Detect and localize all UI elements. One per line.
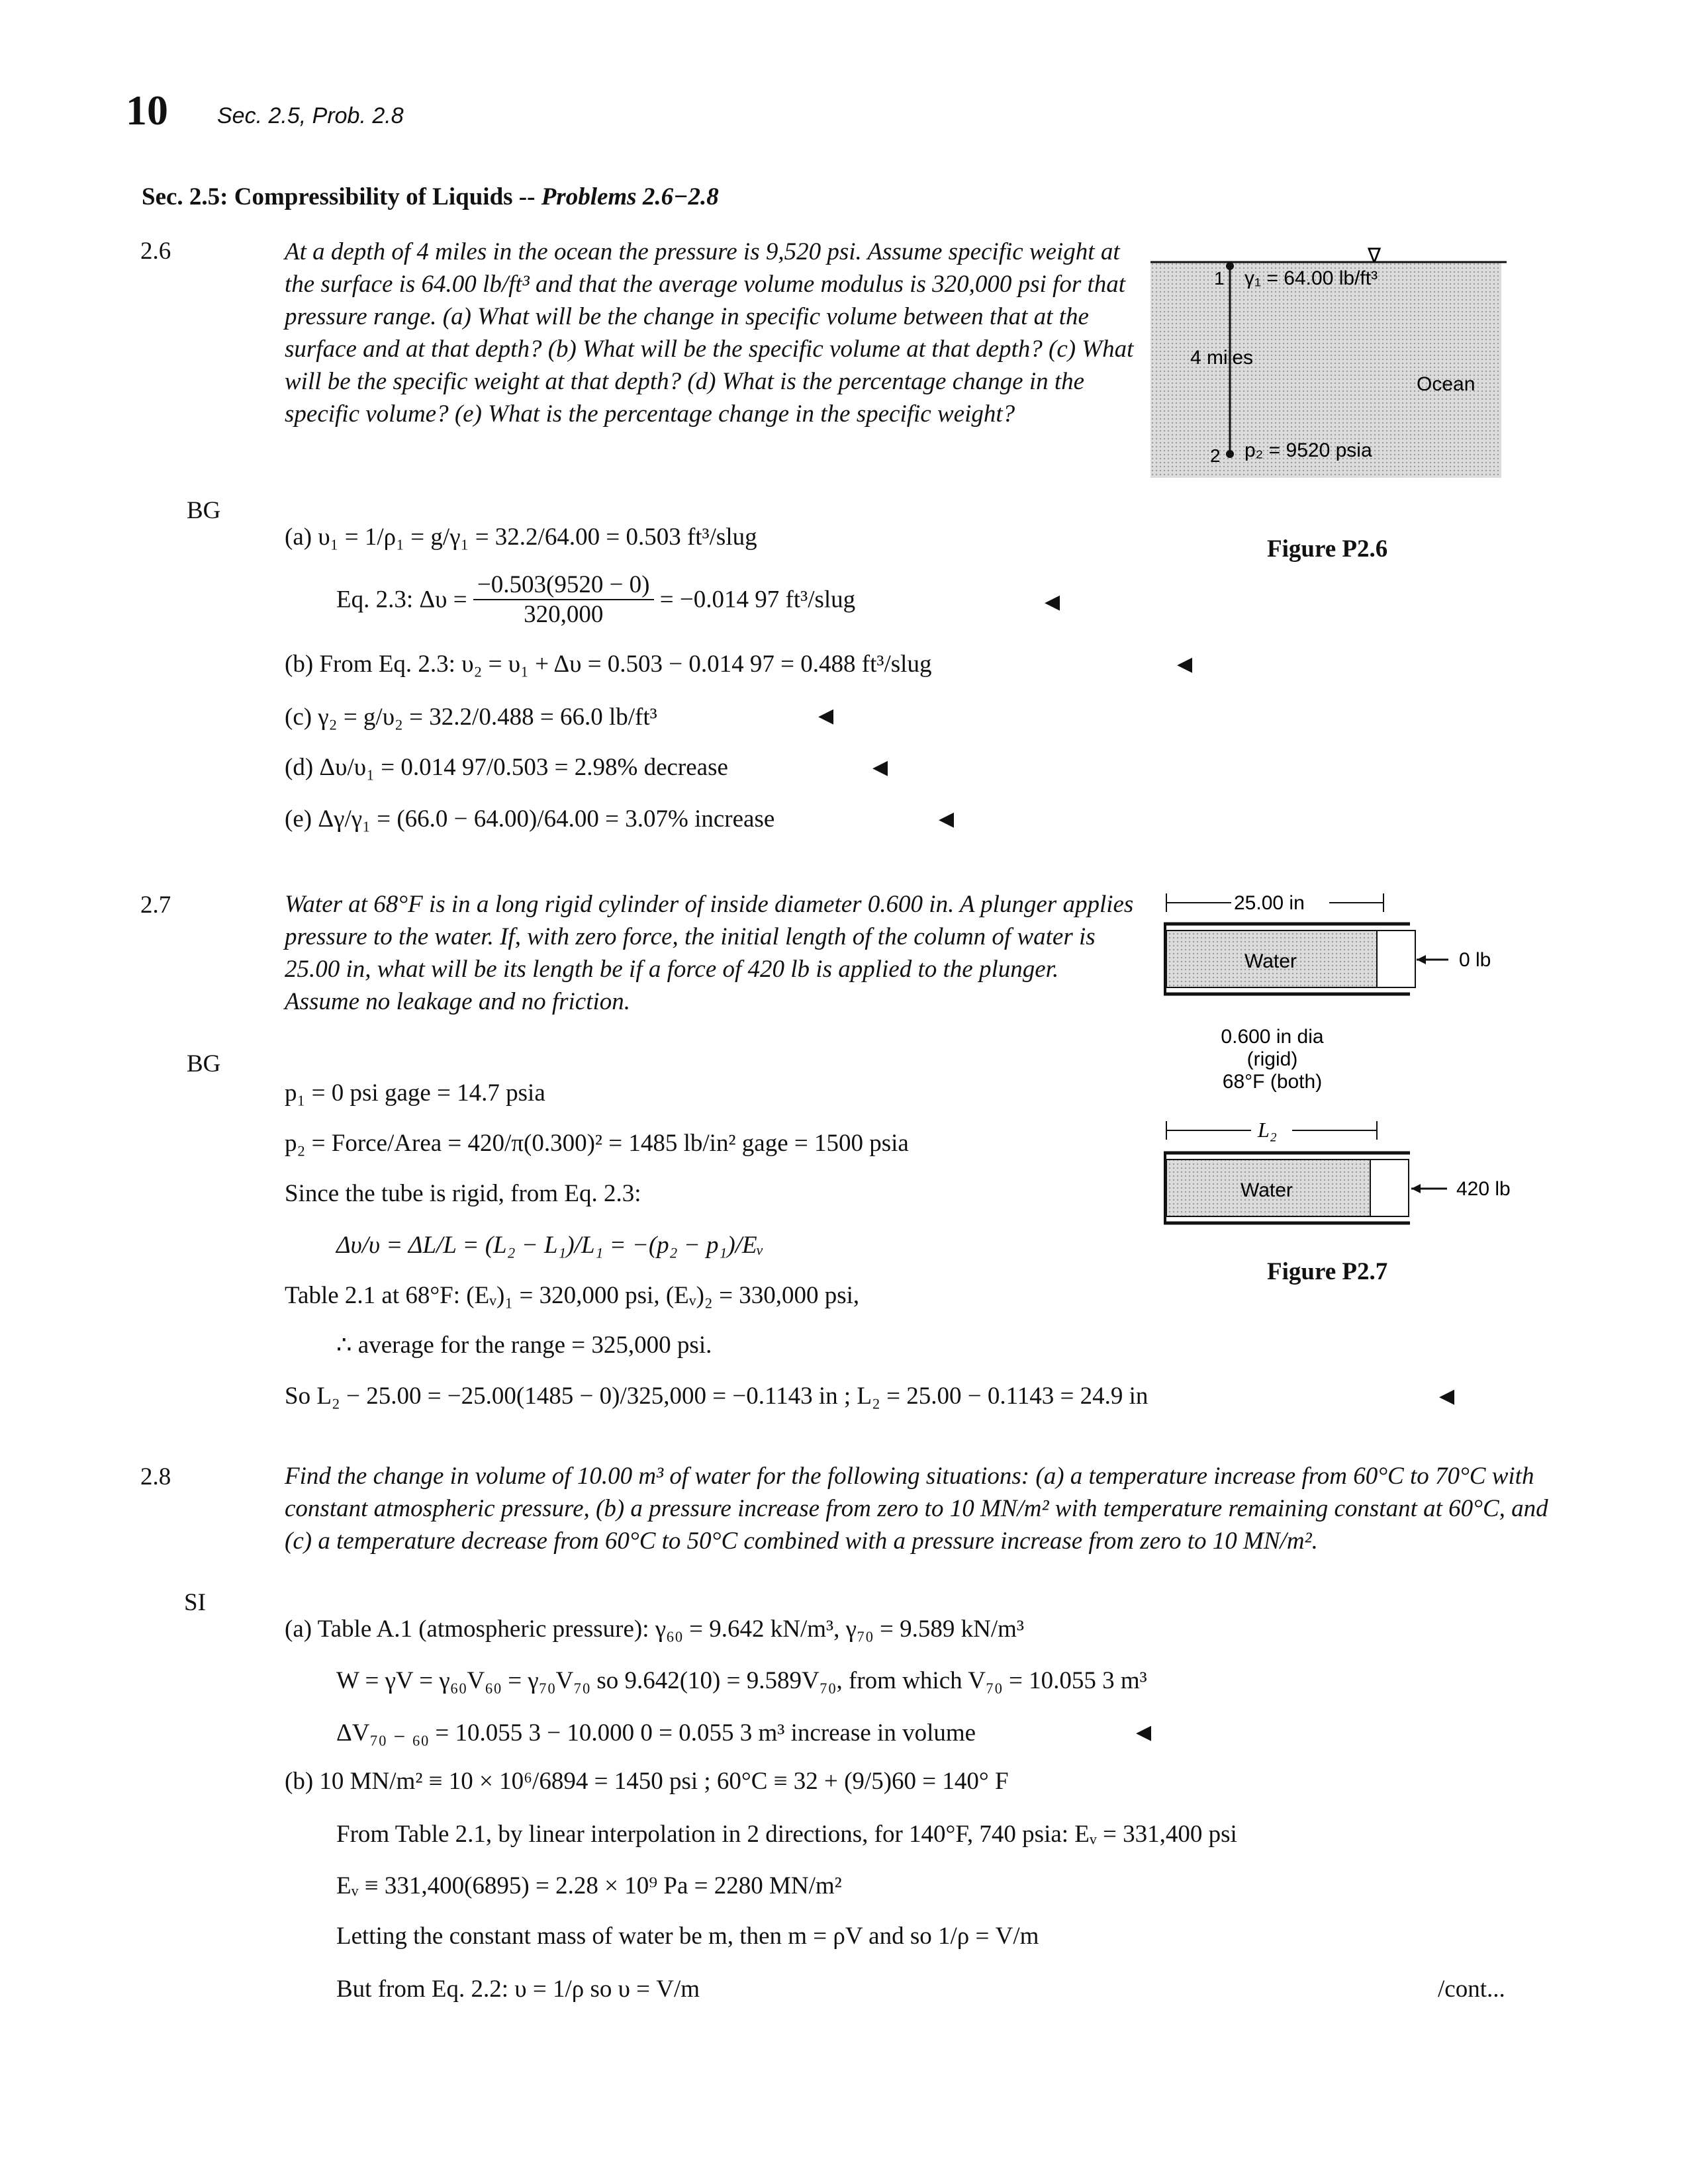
- solution-line: ΔV₇₀ ₋ ₆₀ = 10.055 3 − 10.000 0 = 0.055 3 m³ increase in volume: [336, 1719, 976, 1747]
- plunger: [1370, 1160, 1409, 1216]
- answer-marker: ◀: [872, 756, 888, 778]
- solution-line: (a) υ₁ = 1/ρ₁ = g/γ₁ = 32.2/64.00 = 0.503 ft³/slug: [285, 523, 757, 551]
- ocean-figure: [1150, 238, 1508, 503]
- ocean-label: Ocean: [1417, 373, 1476, 395]
- answer-marker: ◀: [939, 808, 955, 830]
- answer-marker: ◀: [1045, 591, 1060, 613]
- temperature-note: 68°F (both): [1222, 1071, 1323, 1093]
- solution-line: p₂ = Force/Area = 420/π(0.300)² = 1485 lb/in² gage = 1500 psia: [285, 1130, 909, 1157]
- point-1-dot: [1226, 262, 1234, 270]
- water-label: Water: [1244, 950, 1297, 972]
- solution-line: W = γV = γ₆₀V₆₀ = γ₇₀V₇₀ so 9.642(10) = 9.589V₇₀, from which V₇₀ = 10.055 3 m³: [336, 1667, 1147, 1694]
- point-2-dot: [1226, 450, 1234, 458]
- point-1-label: 1: [1214, 268, 1225, 289]
- point-2-label: 2: [1210, 445, 1221, 466]
- answer-marker: ◀: [1136, 1721, 1152, 1743]
- plunger: [1377, 931, 1415, 987]
- solution-line: (b) From Eq. 2.3: υ₂ = υ₁ + Δυ = 0.503 − 0.014 97 = 0.488 ft³/slug: [285, 651, 932, 678]
- problem-statement: Water at 68°F is in a long rigid cylinder of inside diameter 0.600 in. A plunger applies pressure to the water. If, with zero force, the initial length of the column of water is 25.00 in, what will be its length be if a force of 420 lb is applied to the plunger. Assume no leakage and no friction.: [285, 891, 1134, 1015]
- solution-line: (c) γ₂ = g/υ₂ = 32.2/0.488 = 66.0 lb/ft³: [285, 704, 657, 731]
- fraction-denominator: 320,000: [524, 601, 604, 628]
- solution-line: So L₂ − 25.00 = −25.00(1485 − 0)/325,000 = −0.1143 in ; L₂ = 25.00 − 0.1143 = 24.9 in: [285, 1383, 1149, 1410]
- rigid-note: (rigid): [1246, 1048, 1298, 1070]
- section-title: [142, 183, 719, 211]
- equation-line: [336, 570, 855, 629]
- problem-number: 2.6: [140, 238, 171, 265]
- equation-result: = −0.014 97 ft³/slug: [659, 586, 856, 614]
- problem-statement: Find the change in volume of 10.00 m³ of water for the following situations: (a) a temperature increase from 60°C to 70°C with constant atmospheric pressure, (b) a pressure increase from zero to 10 MN/m² with temperature remaining constant at 60°C, and (c) a temperature decrease from 60°C to 50°C combined with a pressure increase from zero to 10 MN/m².: [285, 1463, 1548, 1555]
- depth-label: 4 miles: [1190, 347, 1254, 369]
- solution-line: Since the tube is rigid, from Eq. 2.3:: [285, 1180, 641, 1207]
- solution-line: (a) Table A.1 (atmospheric pressure): γ₆₀ = 9.642 kN/m³, γ₇₀ = 9.589 kN/m³: [285, 1615, 1025, 1643]
- pressure-label: p₂ = 9520 psia: [1244, 439, 1372, 461]
- solution-line: From Table 2.1, by linear interpolation in 2 directions, for 140°F, 740 psia: Eᵥ = 331,400 psi: [336, 1821, 1237, 1848]
- force-arrowhead-icon: [1417, 955, 1426, 964]
- water-label: Water: [1241, 1179, 1293, 1201]
- solution-line: Letting the constant mass of water be m, then m = ρV and so 1/ρ = V/m: [336, 1923, 1039, 1950]
- force-arrowhead-icon: [1411, 1184, 1421, 1193]
- diameter-note: 0.600 in dia: [1221, 1026, 1324, 1048]
- cylinder-figure: [1152, 880, 1536, 1238]
- equation-label: Eq. 2.3: Δυ =: [336, 586, 467, 614]
- solution-line: Table 2.1 at 68°F: (Eᵥ)₁ = 320,000 psi, (Eᵥ)₂ = 330,000 psi,: [285, 1282, 860, 1309]
- solution-line: But from Eq. 2.2: υ = 1/ρ so υ = V/m: [336, 1976, 700, 2003]
- bottom-dimension-label: L₂: [1258, 1118, 1277, 1142]
- section-title-prefix: Sec. 2.5: Compressibility of Liquids --: [142, 183, 536, 210]
- page-number: 10: [126, 87, 168, 134]
- unit-system-label: SI: [184, 1589, 206, 1616]
- top-dimension-label: 25.00 in: [1234, 892, 1305, 914]
- unit-system-label: BG: [187, 497, 221, 524]
- answer-marker: ◀: [1177, 653, 1193, 675]
- section-title-suffix: Problems 2.6−2.8: [541, 183, 719, 210]
- solution-line: p₁ = 0 psi gage = 14.7 psia: [285, 1079, 545, 1107]
- force-label: 420 lb: [1456, 1178, 1511, 1200]
- unit-system-label: BG: [187, 1050, 221, 1077]
- problem-number: 2.8: [140, 1463, 171, 1490]
- surface-marker-icon: ∇: [1368, 244, 1382, 267]
- fraction: [473, 570, 654, 629]
- solution-line: ∴ average for the range = 325,000 psi.: [336, 1332, 712, 1359]
- running-head: Sec. 2.5, Prob. 2.8: [217, 103, 404, 128]
- answer-marker: ◀: [818, 705, 834, 727]
- continued-marker: /cont...: [1438, 1976, 1505, 2003]
- solution-line: (e) Δγ/γ₁ = (66.0 − 64.00)/64.00 = 3.07% increase: [285, 805, 775, 833]
- solution-line: (b) 10 MN/m² ≡ 10 × 10⁶/6894 = 1450 psi ; 60°C ≡ 32 + (9/5)60 = 140° F: [285, 1768, 1009, 1795]
- problem-number: 2.7: [140, 891, 171, 919]
- figure-caption: Figure P2.7: [1267, 1258, 1388, 1285]
- figure-caption: Figure P2.6: [1267, 535, 1388, 563]
- solution-line: Eᵥ ≡ 331,400(6895) = 2.28 × 10⁹ Pa = 2280 MN/m²: [336, 1872, 842, 1899]
- force-label: 0 lb: [1459, 949, 1491, 971]
- problem-statement: At a depth of 4 miles in the ocean the pressure is 9,520 psi. Assume specific weight at the surface is 64.00 lb/ft³ and that the average volume modulus is 320,000 psi for that pressure range. (a) What will be the change in specific volume between that at the surface and at that depth? (b) What will be the specific volume at that depth? (c) What will be the specific weight at that depth? (d) What is the percentage change in the specific volume? (e) What is the percentage change in the specific weight?: [285, 238, 1134, 428]
- gamma-label: γ₁ = 64.00 lb/ft³: [1244, 267, 1378, 289]
- answer-marker: ◀: [1439, 1385, 1455, 1407]
- fraction-numerator: −0.503(9520 − 0): [473, 570, 654, 600]
- solution-line: (d) Δυ/υ₁ = 0.014 97/0.503 = 2.98% decrease: [285, 754, 728, 781]
- solution-line: Δυ/υ = ΔL/L = (L₂ − L₁)/L₁ = −(p₂ − p₁)/Eᵥ: [336, 1232, 764, 1259]
